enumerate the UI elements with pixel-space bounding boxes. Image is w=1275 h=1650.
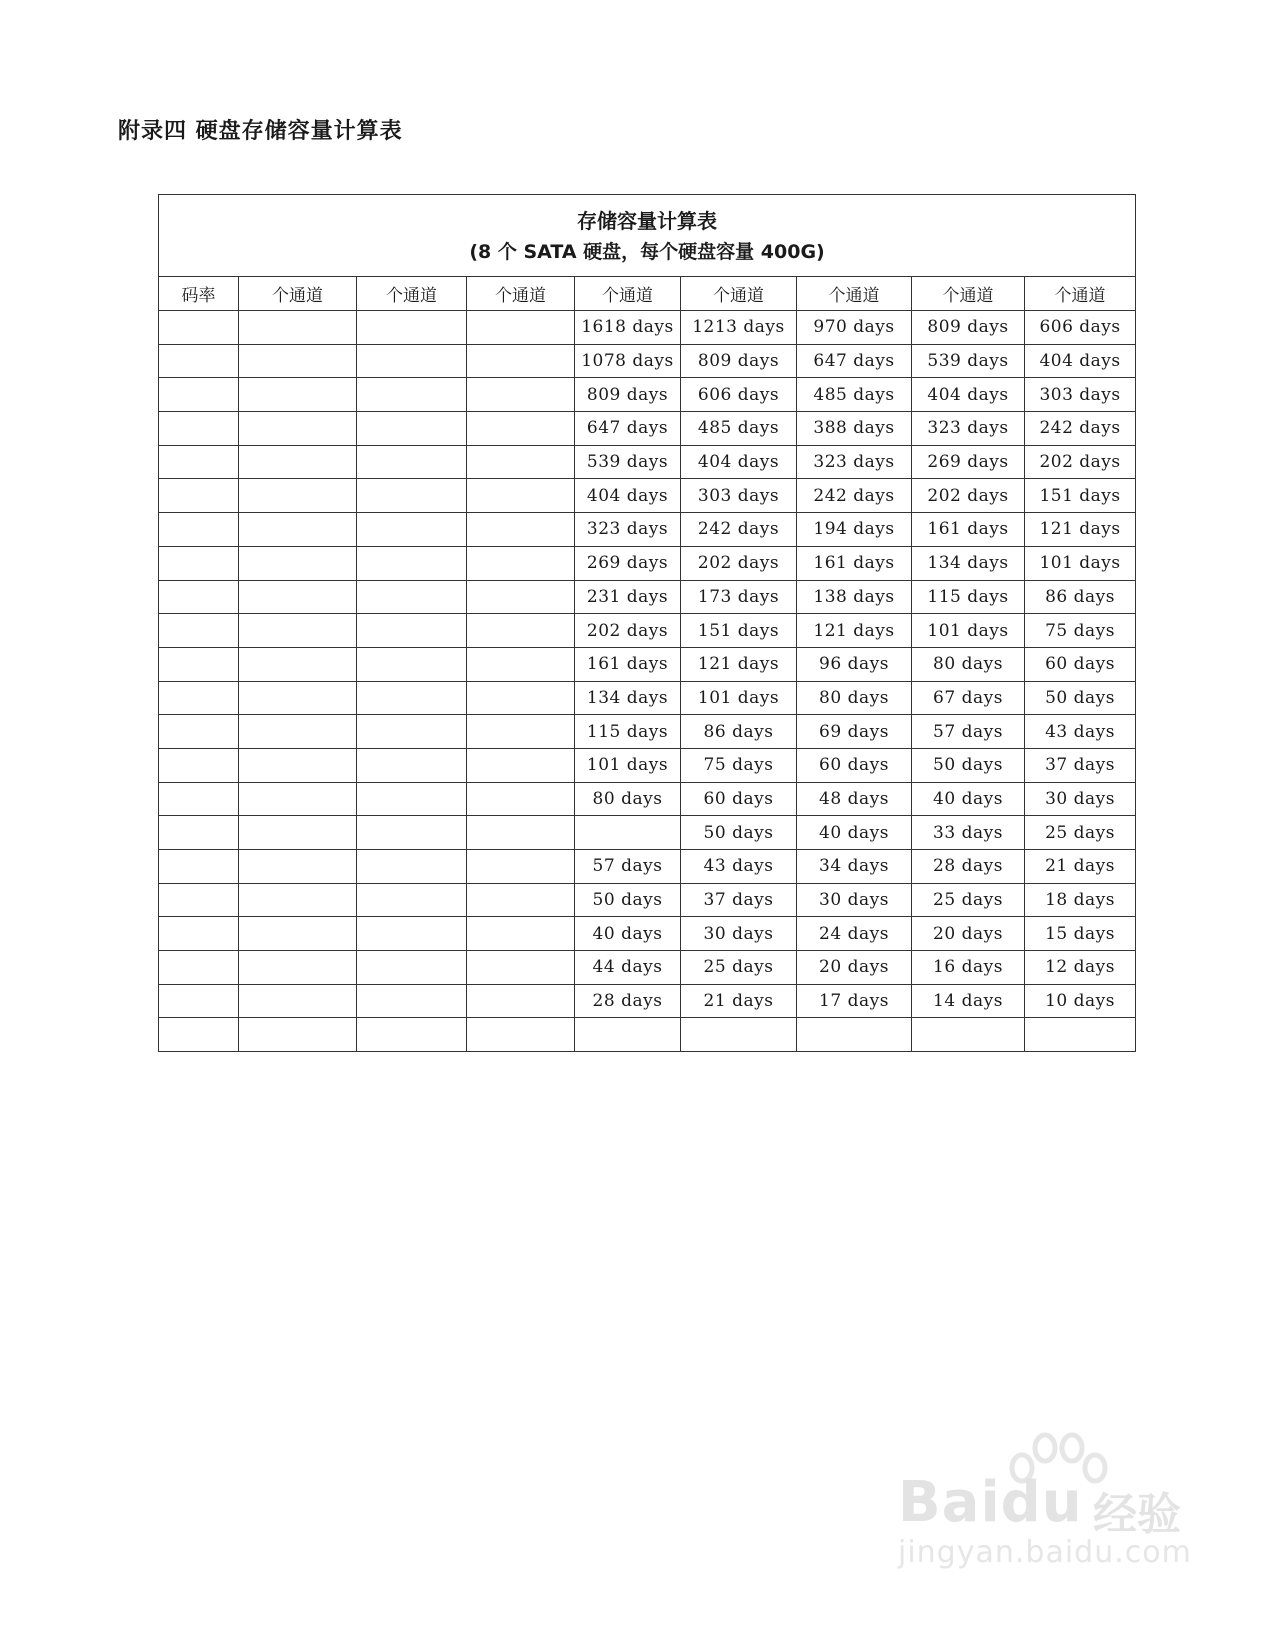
- table-cell: [357, 546, 467, 580]
- table-cell: [159, 344, 239, 378]
- table-cell: 15 days: [1025, 917, 1136, 951]
- table-cell: [239, 614, 357, 648]
- table-cell: 115 days: [912, 580, 1025, 614]
- table-cell: [467, 1018, 575, 1052]
- table-cell: [357, 647, 467, 681]
- table-cell: 404 days: [681, 445, 797, 479]
- table-cell: [467, 311, 575, 345]
- table-cell: [159, 883, 239, 917]
- table-cell: 40 days: [575, 917, 681, 951]
- table-cell: 60 days: [681, 782, 797, 816]
- table-row: [159, 681, 1136, 715]
- table-row: [159, 647, 1136, 681]
- table-cell: 134 days: [575, 681, 681, 715]
- table-cell: 404 days: [575, 479, 681, 513]
- table-row: [159, 580, 1136, 614]
- table-cell: 21 days: [681, 984, 797, 1018]
- table-cell: 28 days: [912, 850, 1025, 884]
- table-title: 存储容量计算表: [577, 208, 718, 233]
- table-row: [159, 1018, 1136, 1052]
- table-cell: [159, 816, 239, 850]
- column-header-channels: 个通道: [1025, 277, 1136, 311]
- column-header-channels: 个通道: [467, 277, 575, 311]
- table-cell: 16 days: [912, 951, 1025, 985]
- table-cell: 24 days: [797, 917, 912, 951]
- table-row: [159, 917, 1136, 951]
- table-cell: 1213 days: [681, 311, 797, 345]
- table-cell: 1078 days: [575, 344, 681, 378]
- table-cell: 303 days: [1025, 378, 1136, 412]
- table-cell: 231 days: [575, 580, 681, 614]
- table-cell: 37 days: [681, 883, 797, 917]
- table-cell: [239, 748, 357, 782]
- table-cell: [357, 984, 467, 1018]
- table-cell: 539 days: [912, 344, 1025, 378]
- table-cell: 48 days: [797, 782, 912, 816]
- table-cell: 96 days: [797, 647, 912, 681]
- watermark-url: jingyan.baidu.com: [898, 1535, 1192, 1570]
- table-cell: 34 days: [797, 850, 912, 884]
- table-cell: 404 days: [1025, 344, 1136, 378]
- table-cell: 50 days: [575, 883, 681, 917]
- table-cell: 69 days: [797, 715, 912, 749]
- table-cell: [357, 748, 467, 782]
- table-row: [159, 816, 1136, 850]
- table-cell: [239, 951, 357, 985]
- table-cell: 14 days: [912, 984, 1025, 1018]
- table-cell: [357, 715, 467, 749]
- table-cell: 242 days: [797, 479, 912, 513]
- table-cell: [239, 445, 357, 479]
- column-header-channels: 个通道: [912, 277, 1025, 311]
- table-cell: 151 days: [681, 614, 797, 648]
- table-cell: [467, 816, 575, 850]
- column-header-channels: 个通道: [357, 277, 467, 311]
- table-cell: 40 days: [797, 816, 912, 850]
- table-cell: 647 days: [575, 412, 681, 446]
- table-row: [159, 614, 1136, 648]
- column-header-channels: 个通道: [575, 277, 681, 311]
- table-cell: 80 days: [575, 782, 681, 816]
- table-cell: [239, 378, 357, 412]
- table-cell: [467, 984, 575, 1018]
- table-cell: [239, 311, 357, 345]
- table-cell: 25 days: [912, 883, 1025, 917]
- table-row: [159, 479, 1136, 513]
- table-cell: [357, 614, 467, 648]
- table-cell: 101 days: [681, 681, 797, 715]
- table-cell: 161 days: [797, 546, 912, 580]
- table-cell: [467, 580, 575, 614]
- table-cell: [239, 412, 357, 446]
- table-cell: [681, 1018, 797, 1052]
- table-cell: 12 days: [1025, 951, 1136, 985]
- table-cell: [467, 546, 575, 580]
- table-cell: 33 days: [912, 816, 1025, 850]
- table-cell: 20 days: [797, 951, 912, 985]
- table-cell: [357, 782, 467, 816]
- table-cell: [467, 681, 575, 715]
- table-cell: [357, 1018, 467, 1052]
- watermark-brand: Baidu: [898, 1470, 1083, 1535]
- table-row: [159, 445, 1136, 479]
- column-header-channels: 个通道: [681, 277, 797, 311]
- table-cell: 18 days: [1025, 883, 1136, 917]
- table-row: [159, 311, 1136, 345]
- page-heading: 附录四 硬盘存储容量计算表: [118, 119, 403, 144]
- table-cell: 809 days: [912, 311, 1025, 345]
- table-subtitle: (8 个 SATA 硬盘，每个硬盘容量 400G): [469, 240, 825, 263]
- table-cell: 75 days: [1025, 614, 1136, 648]
- table-cell: [159, 378, 239, 412]
- table-cell: [357, 681, 467, 715]
- table-cell: [467, 951, 575, 985]
- column-header-row: [159, 277, 1136, 311]
- table-cell: 50 days: [912, 748, 1025, 782]
- table-cell: 86 days: [681, 715, 797, 749]
- table-cell: [467, 378, 575, 412]
- table-cell: 161 days: [575, 647, 681, 681]
- table-caption: [159, 195, 1136, 277]
- table-cell: [357, 513, 467, 547]
- table-cell: 30 days: [681, 917, 797, 951]
- watermark-product: 经验: [1093, 1489, 1181, 1540]
- table-cell: [575, 816, 681, 850]
- table-cell: [357, 816, 467, 850]
- table-cell: [159, 412, 239, 446]
- storage-capacity-table: [158, 194, 1136, 1052]
- table-cell: 1618 days: [575, 311, 681, 345]
- table-cell: 173 days: [681, 580, 797, 614]
- table-cell: 50 days: [1025, 681, 1136, 715]
- table-cell: [467, 412, 575, 446]
- table-cell: [159, 850, 239, 884]
- table-cell: 50 days: [681, 816, 797, 850]
- table-cell: [357, 479, 467, 513]
- table-cell: 37 days: [1025, 748, 1136, 782]
- table-cell: 323 days: [575, 513, 681, 547]
- table-cell: 809 days: [575, 378, 681, 412]
- table-cell: 485 days: [797, 378, 912, 412]
- table-cell: 485 days: [681, 412, 797, 446]
- table-cell: [159, 479, 239, 513]
- table-cell: 647 days: [797, 344, 912, 378]
- table-cell: [357, 917, 467, 951]
- table-cell: 606 days: [1025, 311, 1136, 345]
- column-header-channels: 个通道: [239, 277, 357, 311]
- table-cell: 809 days: [681, 344, 797, 378]
- table-cell: [357, 951, 467, 985]
- table-cell: [159, 715, 239, 749]
- table-cell: 43 days: [681, 850, 797, 884]
- table-cell: 86 days: [1025, 580, 1136, 614]
- table-cell: 21 days: [1025, 850, 1136, 884]
- table-cell: [467, 513, 575, 547]
- table-cell: [239, 883, 357, 917]
- table-cell: [239, 917, 357, 951]
- table-cell: 44 days: [575, 951, 681, 985]
- table-cell: 970 days: [797, 311, 912, 345]
- table-cell: 202 days: [912, 479, 1025, 513]
- table-cell: 25 days: [681, 951, 797, 985]
- table-cell: 269 days: [575, 546, 681, 580]
- table-cell: 121 days: [681, 647, 797, 681]
- table-cell: 57 days: [575, 850, 681, 884]
- table-cell: 60 days: [1025, 647, 1136, 681]
- table-cell: [159, 748, 239, 782]
- table-cell: [239, 816, 357, 850]
- table-cell: 388 days: [797, 412, 912, 446]
- table-cell: [239, 1018, 357, 1052]
- table-cell: 115 days: [575, 715, 681, 749]
- table-cell: 194 days: [797, 513, 912, 547]
- table-cell: 242 days: [1025, 412, 1136, 446]
- column-header-bitrate: 码率: [159, 277, 239, 311]
- table-cell: [467, 344, 575, 378]
- table-cell: 151 days: [1025, 479, 1136, 513]
- table-cell: [159, 1018, 239, 1052]
- table-row: [159, 344, 1136, 378]
- table-cell: [159, 984, 239, 1018]
- table-cell: 323 days: [797, 445, 912, 479]
- table-cell: 269 days: [912, 445, 1025, 479]
- table-cell: [357, 344, 467, 378]
- table-cell: [912, 1018, 1025, 1052]
- table-cell: 404 days: [912, 378, 1025, 412]
- table-cell: 606 days: [681, 378, 797, 412]
- table-cell: 101 days: [912, 614, 1025, 648]
- table-cell: 161 days: [912, 513, 1025, 547]
- table-cell: 323 days: [912, 412, 1025, 446]
- table-cell: [467, 479, 575, 513]
- table-cell: [467, 715, 575, 749]
- table-row: [159, 850, 1136, 884]
- table-cell: 539 days: [575, 445, 681, 479]
- table-cell: [239, 580, 357, 614]
- table-cell: 80 days: [797, 681, 912, 715]
- table-cell: [467, 445, 575, 479]
- table-cell: [159, 513, 239, 547]
- table-cell: 202 days: [575, 614, 681, 648]
- table-row: [159, 883, 1136, 917]
- table-cell: [467, 850, 575, 884]
- table-cell: [159, 681, 239, 715]
- table-cell: 80 days: [912, 647, 1025, 681]
- table-row: [159, 513, 1136, 547]
- table-cell: [575, 1018, 681, 1052]
- table-cell: 30 days: [1025, 782, 1136, 816]
- table-cell: [239, 513, 357, 547]
- table-cell: [159, 580, 239, 614]
- table-cell: [357, 883, 467, 917]
- table-cell: [467, 647, 575, 681]
- table-cell: [159, 445, 239, 479]
- table-row: [159, 546, 1136, 580]
- table-cell: [357, 445, 467, 479]
- table-cell: [357, 412, 467, 446]
- table-cell: [239, 479, 357, 513]
- table-cell: [239, 546, 357, 580]
- table-cell: [159, 546, 239, 580]
- table-cell: [159, 647, 239, 681]
- table-cell: [357, 311, 467, 345]
- table-cell: [239, 647, 357, 681]
- table-cell: 101 days: [1025, 546, 1136, 580]
- table-cell: 43 days: [1025, 715, 1136, 749]
- table-cell: [239, 850, 357, 884]
- table-cell: [159, 951, 239, 985]
- table-cell: 10 days: [1025, 984, 1136, 1018]
- table-cell: [467, 782, 575, 816]
- table-cell: [159, 311, 239, 345]
- table-cell: [1025, 1018, 1136, 1052]
- table-cell: 202 days: [681, 546, 797, 580]
- table-cell: [239, 715, 357, 749]
- table-cell: [239, 681, 357, 715]
- table-cell: 121 days: [797, 614, 912, 648]
- table-cell: 30 days: [797, 883, 912, 917]
- table-cell: 60 days: [797, 748, 912, 782]
- table-cell: 134 days: [912, 546, 1025, 580]
- table-cell: 17 days: [797, 984, 912, 1018]
- table-cell: 25 days: [1025, 816, 1136, 850]
- table-cell: 57 days: [912, 715, 1025, 749]
- table-cell: 67 days: [912, 681, 1025, 715]
- table-row: [159, 748, 1136, 782]
- table-cell: 202 days: [1025, 445, 1136, 479]
- table-row: [159, 412, 1136, 446]
- table-cell: [159, 782, 239, 816]
- table-cell: [467, 917, 575, 951]
- table-cell: [467, 748, 575, 782]
- table-cell: 20 days: [912, 917, 1025, 951]
- table-cell: 28 days: [575, 984, 681, 1018]
- column-header-channels: 个通道: [797, 277, 912, 311]
- table-row: [159, 951, 1136, 985]
- table-cell: [159, 917, 239, 951]
- table-cell: [797, 1018, 912, 1052]
- table-cell: 121 days: [1025, 513, 1136, 547]
- table-row: [159, 715, 1136, 749]
- table-row: [159, 984, 1136, 1018]
- table-cell: [357, 378, 467, 412]
- table-cell: [239, 782, 357, 816]
- table-cell: 101 days: [575, 748, 681, 782]
- table-cell: 75 days: [681, 748, 797, 782]
- table-cell: 138 days: [797, 580, 912, 614]
- table-row: [159, 378, 1136, 412]
- table-cell: [159, 614, 239, 648]
- table-cell: [357, 580, 467, 614]
- table-cell: 40 days: [912, 782, 1025, 816]
- table-cell: 242 days: [681, 513, 797, 547]
- table-cell: [357, 850, 467, 884]
- table-body: [159, 311, 1136, 1052]
- table-cell: [467, 614, 575, 648]
- table-cell: [239, 344, 357, 378]
- table-cell: [239, 984, 357, 1018]
- table-cell: [467, 883, 575, 917]
- table-row: [159, 782, 1136, 816]
- table-cell: 303 days: [681, 479, 797, 513]
